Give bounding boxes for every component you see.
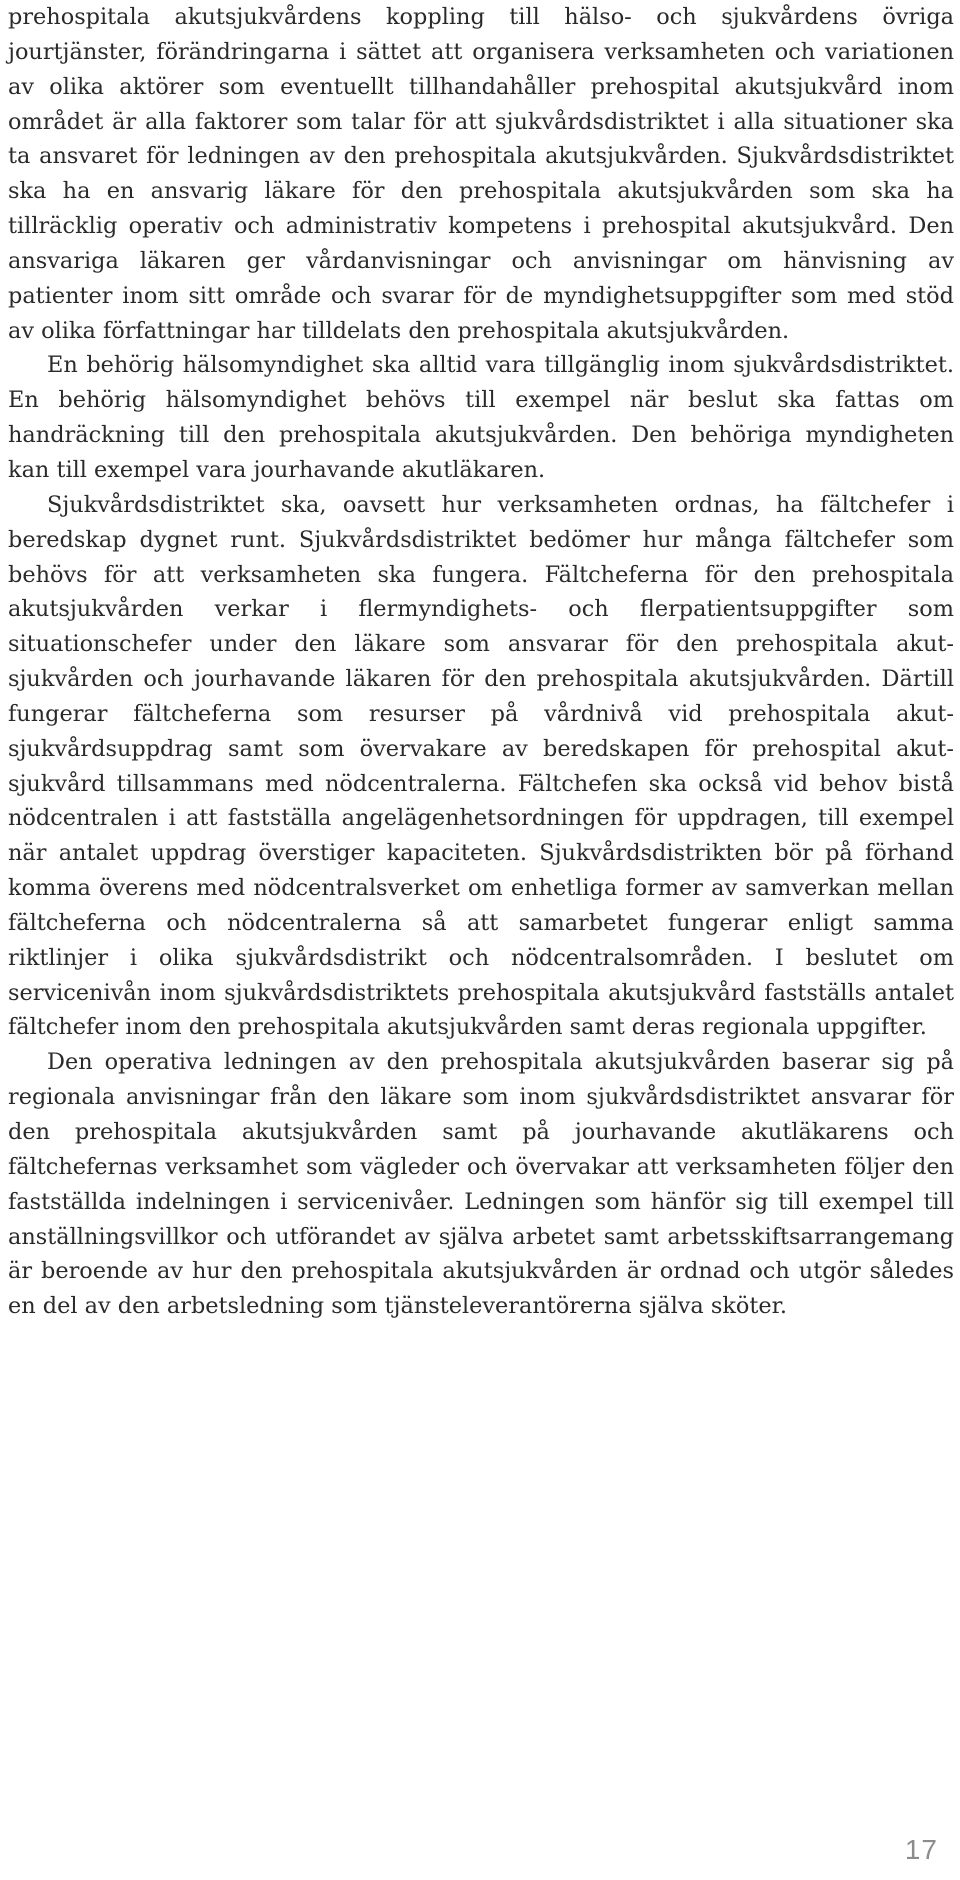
paragraph-health-authority: En behörig hälsomyndighet ska alltid vara tillgänglig inom sjukvårdsdistriktet. En behörig hälsomyndighet behövs till exempel när beslut ska fattas om handräckning till den prehospitala akutsjukvården. Den behöriga myndigheten kan till exempel vara jourhavande akutläkaren. bbox=[8, 352, 954, 483]
document-body bbox=[8, 0, 954, 1324]
paragraph-operative-management: Den operativa ledningen av den prehospitala akutsjukvården baserar sig på regionala anvisningar från den läkare som inom sjukvårdsdistriktet ansvarar för den prehospitala akutsjukvården samt på jourhavande akutläkarens och fältchefernas verksamhet som vägleder och övervakar att verksamheten följer den fastställda indelningen i servicenivåer. Ledningen som hänför sig till exempel till anställningsvillkor och utförandet av själva arbetet samt arbetsskiftsarrangemang är beroende av hur den prehospitala akutsjukvården är ordnad och utgör således en del av den arbetsledning som tjänsteleverantörerna själva sköter. bbox=[8, 1049, 954, 1320]
paragraph-field-chiefs: Sjukvårdsdistriktet ska, oavsett hur verksamheten ordnas, ha fältchefer i beredskap dygnet runt. Sjukvårdsdistriktet bedömer hur många fältchefer som behövs för att verksamheten ska fungera. Fältcheferna för den prehospitala akutsjukvården verkar i flermyndighets- och flerpatientsuppgifter som situationschefer under den läkare som ansvarar för den prehospitala akutsjukvården och jourhavande läkaren för den prehospitala akutsjukvården. Därtill fungerar fältcheferna som resurser på vårdnivå vid prehospitala akutsjukvårdsuppdrag samt som övervakare av beredskapen för prehospital akutsjukvård tillsammans med nödcentralerna. Fältchefen ska också vid behov bistå nödcentralen i att fastställa angelägenhetsordningen för uppdragen, till exempel när antalet uppdrag överstiger kapaciteten. Sjukvårdsdistrikten bör på förhand komma överens med nödcentralsverket om enhetliga former av samverkan mellan fältcheferna och nödcentralerna så att samarbetet fungerar enligt samma riktlinjer i olika sjukvårdsdistrikt och nödcentralsområden. I beslutet om servicenivån inom sjukvårdsdistriktets prehospitala akutsjukvård fastställs antalet fältchefer inom den prehospitala akutsjukvården samt deras regionala uppgifter. bbox=[8, 491, 954, 1041]
page-number: 17 bbox=[904, 1834, 938, 1865]
paragraph-continuation: prehospitala akutsjukvårdens koppling till hälso- och sjukvårdens övriga jourtjänster, förändringarna i sättet att organisera verksamheten och variationen av olika aktörer som eventuellt tillhandahåller prehospital akutsjukvård inom området är alla faktorer som talar för att sjukvårdsdistriktet i alla situationer ska ta ansvaret för ledningen av den prehospitala akutsjukvården. Sjukvårdsdistriktet ska ha en ansvarig läkare för den prehospitala akutsjukvården som ska ha tillräcklig operativ och administrativ kompetens i prehospital akutsjukvård. Den ansvariga läkaren ger vårdanvisningar och anvisningar om hänvisning av patienter inom sitt område och svarar för de myndighetsuppgifter som med stöd av olika författningar har tilldelats den prehospitala akutsjukvården. bbox=[8, 4, 954, 344]
